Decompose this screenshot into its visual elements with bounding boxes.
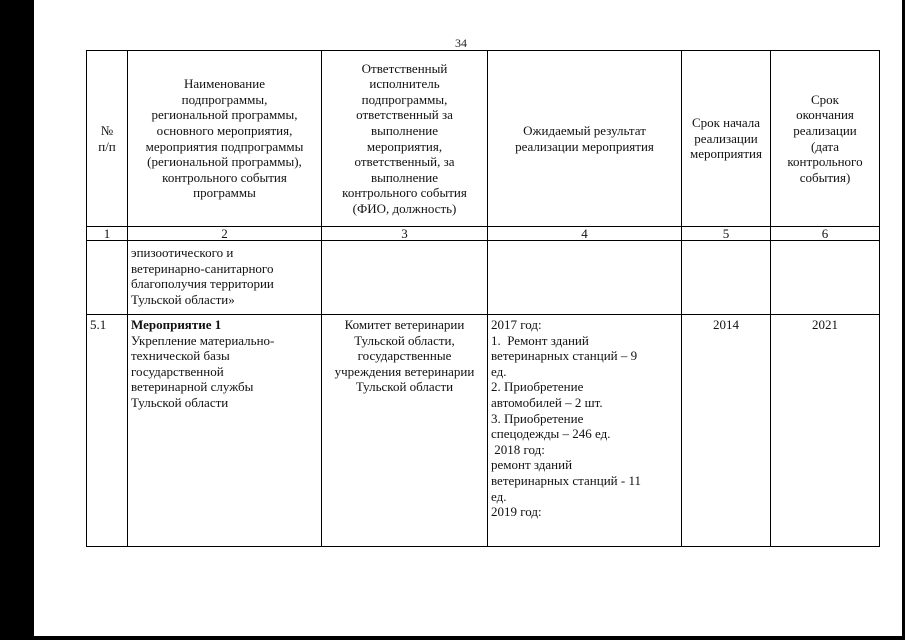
header-executor: Ответственный исполнитель подпрограммы, ответственный за выполнение мероприятия, ответственный, за выполнение контрольного события (ФИО, должность) — [322, 51, 488, 227]
column-number: 5 — [682, 227, 771, 241]
result-line: ветеринарных станций – 9 — [491, 348, 638, 364]
continuation-executor-cell — [322, 241, 488, 315]
result-line: спецодежды – 246 ед. — [491, 426, 611, 442]
item-description: Укрепление материально- технической базы государственной ветеринарной службы Тульской области — [131, 332, 275, 410]
scan-left-border — [0, 0, 34, 640]
column-number: 3 — [322, 227, 488, 241]
item-start-year: 2014 — [682, 315, 771, 547]
continuation-start-cell — [682, 241, 771, 315]
result-line: ремонт зданий — [491, 457, 573, 473]
table-header-row — [87, 51, 880, 227]
header-name: Наименование подпрограммы, региональной программы, основного мероприятия, мероприятия подпрограммы (региональной программы), контрольного события программы — [128, 51, 322, 227]
scan-bottom-border — [0, 636, 905, 640]
result-line: 2018 год: — [491, 441, 545, 457]
result-line: ед. — [491, 363, 507, 379]
header-result: Ожидаемый результат реализации мероприятия — [488, 51, 682, 227]
result-line: 2017 год: — [491, 317, 542, 332]
result-line: ветеринарных станций - 11 — [491, 472, 641, 488]
column-number: 6 — [771, 227, 880, 241]
item-number: 5.1 — [87, 315, 128, 547]
item-executor: Комитет ветеринарии Тульской области, государственные учреждения ветеринарии Тульской области — [322, 315, 488, 547]
continuation-row — [87, 241, 880, 315]
program-table — [86, 50, 880, 547]
result-line: 2019 год: — [491, 504, 542, 520]
header-start: Срок начала реализации мероприятия — [682, 51, 771, 227]
continuation-number-cell — [87, 241, 128, 315]
item-name-cell — [128, 315, 322, 547]
header-number: № п/п — [87, 51, 128, 227]
page-number: 34 — [455, 36, 467, 50]
continuation-end-cell — [771, 241, 880, 315]
column-number: 4 — [488, 227, 682, 241]
item-row — [87, 315, 880, 547]
result-line: 1. Ремонт зданий — [491, 332, 589, 348]
column-number: 2 — [128, 227, 322, 241]
column-number-row — [87, 227, 880, 241]
result-line: 2. Приобретение — [491, 379, 584, 395]
continuation-name-cell: эпизоотического и ветеринарно-санитарного благополучия территории Тульской области» — [128, 241, 322, 315]
result-line: ед. — [491, 488, 507, 504]
result-line: автомобилей – 2 шт. — [491, 394, 603, 410]
column-number: 1 — [87, 227, 128, 241]
item-end-year: 2021 — [771, 315, 880, 547]
item-result — [488, 315, 682, 547]
item-title: Мероприятие 1 — [131, 317, 222, 332]
header-end: Срок окончания реализации (дата контрольного события) — [771, 51, 880, 227]
result-line: 3. Приобретение — [491, 410, 584, 426]
continuation-result-cell — [488, 241, 682, 315]
